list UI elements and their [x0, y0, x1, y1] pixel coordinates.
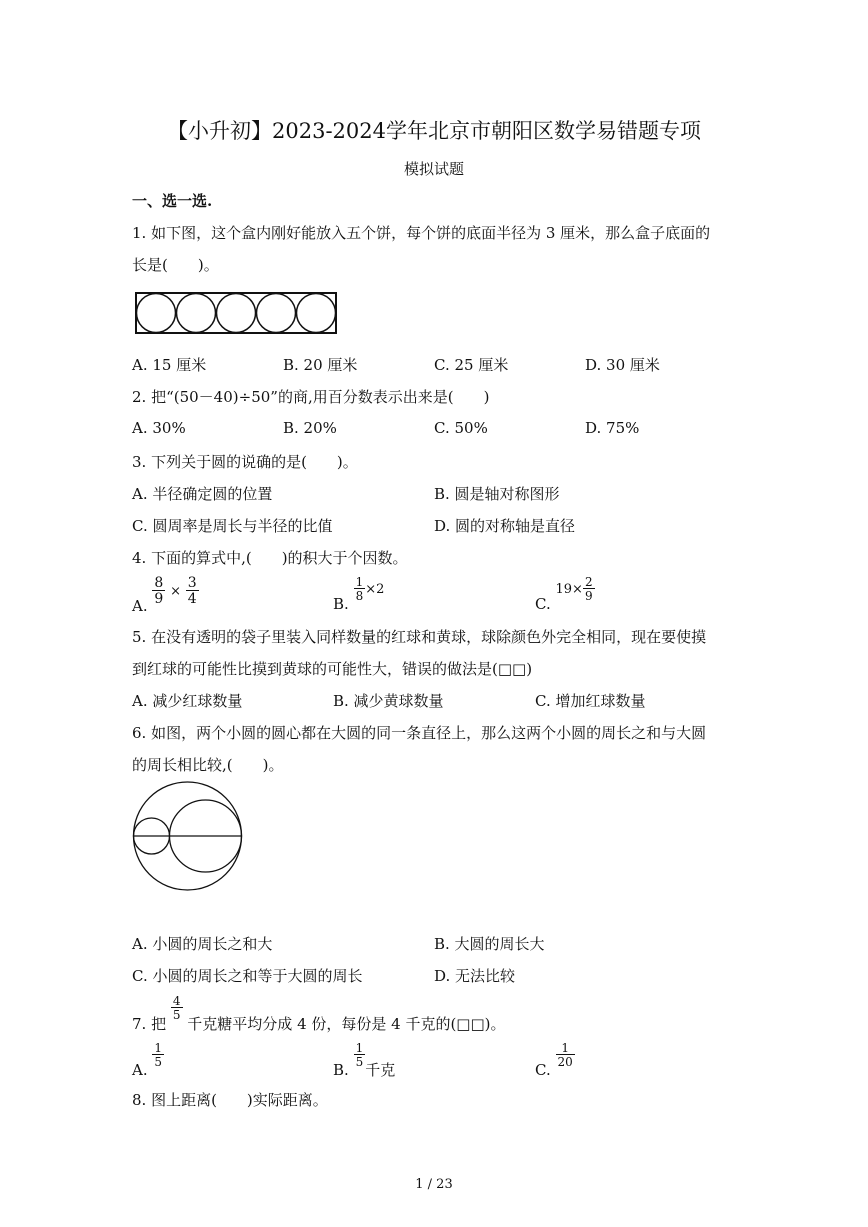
q4-option-b: B. $\frac{1}{8}$ ×2 [333, 575, 385, 613]
q7-option-b-fraction: $\frac{1}{5}$ [355, 1041, 364, 1069]
q7-line-1: 7. 把 $\frac{4}{5}$ 千克糖平均分成 4 份，每份是 4 千克的(□□)。 [132, 994, 506, 1033]
section-heading: 一、选一选. [132, 192, 213, 210]
q6-line-1: 6. 如图，两个小圆的圆心都在大圆的同一条直径上，那么这两个小圆的周长之和与大圆 [132, 724, 707, 742]
q7-fraction: $\frac{4}{5}$ [172, 994, 181, 1022]
q1-option-c: C. 25 厘米 [434, 356, 509, 374]
q2-option-a: A. 30% [132, 419, 186, 437]
q4-option-b-fraction: $\frac{1}{8}$ [355, 575, 364, 603]
q2-option-b: B. 20% [283, 419, 337, 437]
q6-option-a: A. 小圆的周长之和大 [132, 935, 273, 953]
q7-option-a: A. $\frac{1}{5}$ [132, 1041, 163, 1079]
q4-option-c: C. 19× $\frac{2}{9}$ [535, 575, 593, 613]
q7-option-c: C. $\frac{1}{20}$ [535, 1041, 573, 1079]
q7-option-c-fraction: $\frac{1}{20}$ [557, 1041, 573, 1069]
q6-option-d: D. 无法比较 [434, 967, 516, 985]
q3-option-b: B. 圆是轴对称图形 [434, 485, 560, 503]
q2-option-d: D. 75% [585, 419, 640, 437]
q1-option-a: A. 15 厘米 [132, 356, 207, 374]
page-subtitle: 模拟试题 [403, 160, 464, 178]
q4-line-1: 4. 下面的算式中,( )的积大于个因数。 [132, 549, 408, 567]
q5-line-1: 5. 在没有透明的袋子里装入同样数量的红球和黄球，球除颜色外完全相同，现在要使摸 [132, 628, 707, 646]
q3-option-a: A. 半径确定圆的位置 [132, 485, 273, 503]
q2-option-c: C. 50% [434, 419, 488, 437]
q5-option-a: A. 减少红球数量 [132, 692, 243, 710]
q1-line-2: 长是( )。 [132, 256, 219, 274]
q4-option-a-fraction-1: $\frac{8}{9}$ [154, 575, 164, 607]
circles-on-diameter-figure [130, 780, 246, 892]
q5-option-c: C. 增加红球数量 [535, 692, 646, 710]
q4-option-a-fraction-2: $\frac{3}{4}$ [187, 575, 197, 607]
q5-option-b: B. 减少黄球数量 [333, 692, 444, 710]
q2-line-1: 2. 把“(50－40)÷50”的商,用百分数表示出来是( ) [132, 388, 490, 406]
q3-option-c: C. 圆周率是周长与半径的比值 [132, 517, 333, 535]
q3-option-d: D. 圆的对称轴是直径 [434, 517, 576, 535]
q1-option-d: D. 30 厘米 [585, 356, 660, 374]
q1-option-b: B. 20 厘米 [283, 356, 358, 374]
q3-line-1: 3. 下列关于圆的说确的是( )。 [132, 453, 358, 471]
page-number: 1 / 23 [415, 1177, 453, 1192]
q4-option-a: A. $\frac{8}{9}$ × $\frac{3}{4}$ [132, 575, 197, 615]
q7-option-a-fraction: $\frac{1}{5}$ [154, 1041, 163, 1069]
q6-option-c: C. 小圆的周长之和等于大圆的周长 [132, 967, 363, 985]
q5-line-2: 到红球的可能性比摸到黄球的可能性大，错误的做法是(□□) [132, 660, 533, 678]
q4-option-a-label: A. [132, 597, 148, 615]
q7-option-b: B. $\frac{1}{5}$ 千克 [333, 1041, 396, 1079]
q4-option-b-label: B. [333, 595, 349, 613]
q4-option-c-label: C. [535, 595, 551, 613]
page-title: 【小升初】2023-2024学年北京市朝阳区数学易错题专项 [167, 119, 701, 143]
q8-line-1: 8. 图上距离( )实际距离。 [132, 1091, 328, 1109]
box-with-five-circles-figure [133, 290, 339, 336]
q6-option-b: B. 大圆的周长大 [434, 935, 545, 953]
q4-option-c-fraction: $\frac{2}{9}$ [584, 575, 593, 603]
q6-line-2: 的周长相比较,( )。 [132, 756, 284, 774]
q1-line-1: 1. 如下图，这个盒内刚好能放入五个饼，每个饼的底面半径为 3 厘米，那么盒子底面的 [132, 224, 711, 242]
